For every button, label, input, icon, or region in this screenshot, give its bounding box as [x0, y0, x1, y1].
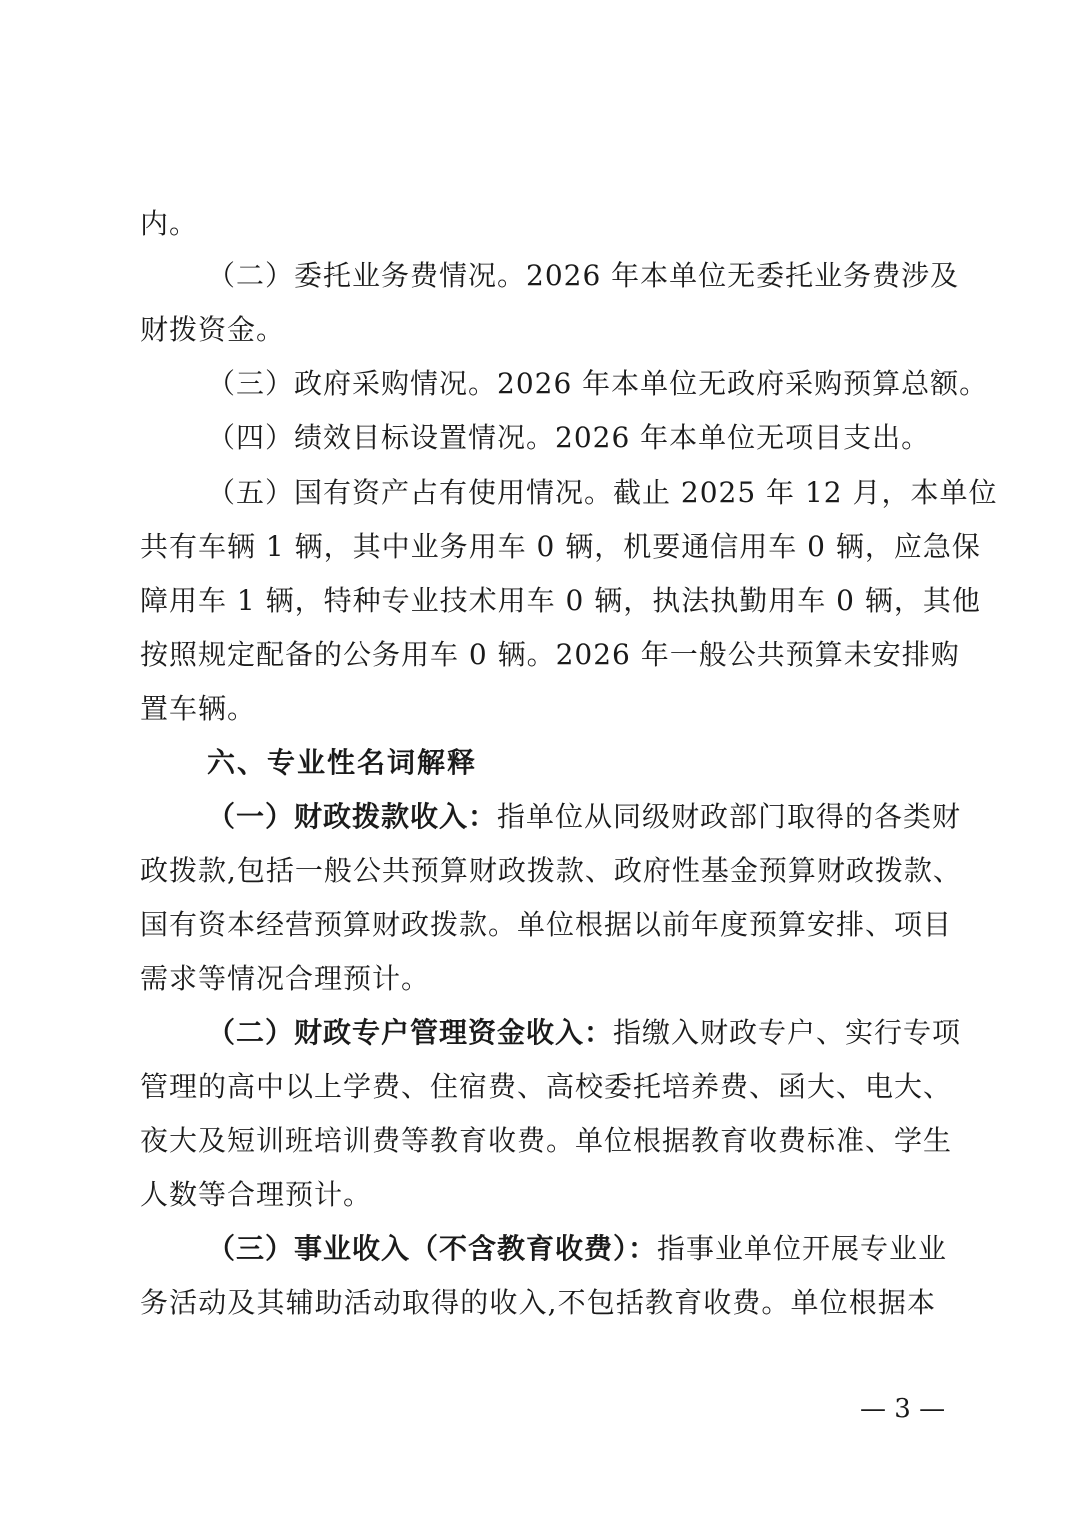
paragraph-line: 障用车 1 辆，特种专业技术用车 0 辆，执法执勤用车 0 辆，其他 — [140, 584, 981, 617]
paragraph-line: 内。 — [140, 207, 199, 240]
page-number: — 3 — — [860, 1394, 946, 1424]
paragraph-line: 人数等合理预计。 — [140, 1178, 373, 1211]
definition-first-line — [207, 799, 962, 835]
section-heading: 六、专业性名词解释 — [207, 746, 478, 779]
paragraph-line: （三）政府采购情况。2026 年本单位无政府采购预算总额。 — [207, 367, 989, 400]
definition-text: 指单位从同级财政部门取得的各类财 — [497, 800, 962, 833]
definition-text: 指事业单位开展专业业 — [657, 1232, 948, 1265]
paragraph-line: 国有资本经营预算财政拨款。单位根据以前年度预算安排、项目 — [140, 908, 953, 941]
definition-text: 指缴入财政专户、实行专项 — [613, 1016, 962, 1049]
paragraph-line: 按照规定配备的公务用车 0 辆。2026 年一般公共预算未安排购 — [140, 638, 960, 671]
paragraph-line: 管理的高中以上学费、住宿费、高校委托培养费、函大、电大、 — [140, 1070, 953, 1103]
paragraph-line: （五）国有资产占有使用情况。截止 2025 年 12 月，本单位 — [207, 476, 998, 509]
definition-term: （一）财政拨款收入： — [207, 800, 498, 833]
paragraph-line: 需求等情况合理预计。 — [140, 962, 431, 995]
paragraph-line: （四）绩效目标设置情况。2026 年本单位无项目支出。 — [207, 421, 931, 454]
paragraph-line: 财拨资金。 — [140, 313, 286, 346]
paragraph-line: 夜大及短训班培训费等教育收费。单位根据教育收费标准、学生 — [140, 1124, 953, 1157]
definition-term: （二）财政专户管理资金收入： — [207, 1016, 614, 1049]
paragraph-line: 务活动及其辅助活动取得的收入,不包括教育收费。单位根据本 — [140, 1286, 936, 1319]
paragraph-line: 置车辆。 — [140, 692, 257, 725]
definition-first-line — [207, 1231, 948, 1267]
paragraph-line: （二）委托业务费情况。2026 年本单位无委托业务费涉及 — [207, 259, 960, 292]
definition-term: （三）事业收入（不含教育收费）： — [207, 1232, 658, 1265]
paragraph-line: 共有车辆 1 辆，其中业务用车 0 辆，机要通信用车 0 辆，应急保 — [140, 530, 981, 563]
paragraph-line: 政拨款,包括一般公共预算财政拨款、政府性基金预算财政拨款、 — [140, 854, 962, 887]
definition-first-line — [207, 1015, 962, 1051]
